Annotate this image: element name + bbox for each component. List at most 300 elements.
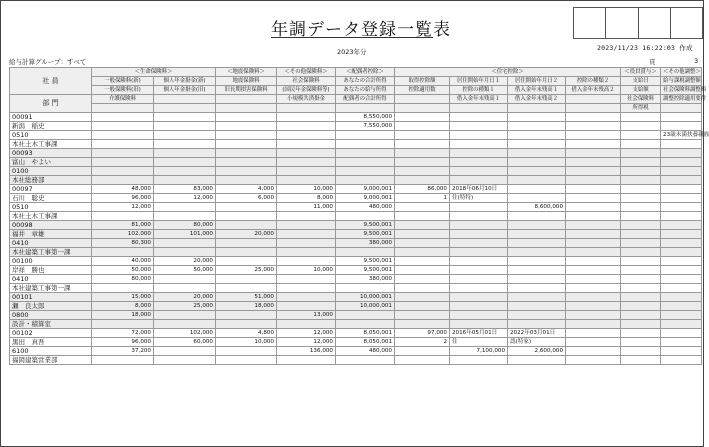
- data-cell: [277, 176, 336, 185]
- department-code: 0410: [10, 239, 92, 248]
- data-cell: [277, 140, 336, 149]
- data-cell: [395, 149, 450, 158]
- employee-name: 岸祥 勝也: [10, 266, 92, 275]
- table-row: [10, 122, 702, 131]
- table-row: [10, 275, 702, 284]
- data-cell: [621, 122, 661, 131]
- department-code: 0800: [10, 311, 92, 320]
- data-cell: [154, 275, 216, 284]
- data-cell: [336, 158, 395, 167]
- data-cell: [450, 284, 508, 293]
- data-cell: 81,000: [92, 221, 154, 230]
- data-cell: [154, 131, 216, 140]
- data-cell: [450, 293, 508, 302]
- table-row: [10, 149, 702, 158]
- data-cell: [661, 257, 702, 266]
- data-cell: [508, 149, 566, 158]
- table-row: [10, 356, 702, 365]
- data-cell: [154, 167, 216, 176]
- data-cell: [216, 158, 277, 167]
- data-cell: [450, 176, 508, 185]
- data-cell: 2022年03月01日: [508, 329, 566, 338]
- data-cell: 9,500,001: [336, 221, 395, 230]
- header-row: [10, 77, 702, 86]
- data-cell: [395, 275, 450, 284]
- data-cell: 9,000,001: [336, 194, 395, 203]
- table-row: [10, 329, 702, 338]
- data-cell: [277, 113, 336, 122]
- data-cell: [216, 221, 277, 230]
- header-cell: 社会保険料: [277, 77, 336, 86]
- data-cell: 8,550,000: [336, 113, 395, 122]
- data-cell: [661, 158, 702, 167]
- employee-header: 社 員: [10, 68, 92, 95]
- data-cell: [508, 311, 566, 320]
- header-cell: (国民年金保険料等): [277, 86, 336, 95]
- data-cell: 80,300: [92, 239, 154, 248]
- data-cell: [661, 212, 702, 221]
- title-underline: [271, 37, 433, 38]
- data-cell: [92, 149, 154, 158]
- table-row: [10, 185, 702, 194]
- data-cell: [508, 221, 566, 230]
- data-cell: 97,000: [395, 329, 450, 338]
- data-cell: [154, 113, 216, 122]
- data-cell: [216, 149, 277, 158]
- department-name: 本社土木工事課: [10, 140, 92, 149]
- data-cell: 86,000: [395, 185, 450, 194]
- employee-name: 新潟 稲史: [10, 122, 92, 131]
- data-cell: [216, 311, 277, 320]
- data-cell: 18,000: [216, 302, 277, 311]
- data-cell: [566, 185, 621, 194]
- data-cell: [566, 311, 621, 320]
- data-cell: 12,000: [92, 203, 154, 212]
- data-cell: [277, 131, 336, 140]
- employee-code: 00097: [10, 185, 92, 194]
- data-cell: 102,000: [92, 230, 154, 239]
- data-cell: [621, 239, 661, 248]
- table-row: [10, 257, 702, 266]
- data-cell: [395, 230, 450, 239]
- data-cell: [566, 194, 621, 203]
- data-cell: [621, 311, 661, 320]
- data-cell: [450, 320, 508, 329]
- data-cell: [508, 293, 566, 302]
- data-cell: [621, 320, 661, 329]
- data-cell: 9,000,001: [336, 185, 395, 194]
- data-cell: [450, 266, 508, 275]
- table-row: [10, 203, 702, 212]
- data-cell: [154, 140, 216, 149]
- data-cell: [566, 347, 621, 356]
- data-cell: [216, 212, 277, 221]
- header-row: [10, 95, 702, 104]
- data-cell: [566, 293, 621, 302]
- data-cell: [216, 320, 277, 329]
- data-cell: [154, 356, 216, 365]
- data-cell: [508, 131, 566, 140]
- data-cell: [621, 329, 661, 338]
- table-row: [10, 212, 702, 221]
- data-cell: [661, 320, 702, 329]
- department-name: 本社建築工事第一課: [10, 284, 92, 293]
- data-cell: [216, 239, 277, 248]
- data-cell: [277, 302, 336, 311]
- header-cell: 小規模共済掛金: [277, 95, 336, 104]
- data-cell: 23歳未満扶養親族: [661, 131, 702, 140]
- data-cell: [621, 194, 661, 203]
- data-cell: [450, 149, 508, 158]
- data-cell: [92, 176, 154, 185]
- data-cell: [450, 122, 508, 131]
- data-cell: [277, 239, 336, 248]
- data-cell: 10,000,001: [336, 302, 395, 311]
- data-cell: [216, 176, 277, 185]
- table-row: [10, 347, 702, 356]
- data-cell: 18,000: [92, 311, 154, 320]
- table-row: [10, 230, 702, 239]
- employee-code: 00091: [10, 113, 92, 122]
- data-cell: [661, 185, 702, 194]
- page-number: 3: [694, 57, 699, 65]
- data-cell: [154, 158, 216, 167]
- page-label: 頁: [649, 58, 656, 66]
- data-cell: [395, 158, 450, 167]
- data-cell: [661, 311, 702, 320]
- table-row: [10, 140, 702, 149]
- data-cell: [395, 347, 450, 356]
- data-cell: [566, 203, 621, 212]
- data-cell: [216, 347, 277, 356]
- data-cell: 20,000: [154, 293, 216, 302]
- data-cell: [566, 239, 621, 248]
- data-cell: 7,550,000: [336, 122, 395, 131]
- data-cell: [216, 356, 277, 365]
- data-cell: [621, 356, 661, 365]
- data-cell: [566, 338, 621, 347]
- data-cell: [508, 275, 566, 284]
- header-cell: 一般保険料(新): [92, 77, 154, 86]
- data-cell: 8,600,000: [508, 203, 566, 212]
- data-cell: [508, 239, 566, 248]
- header-cell: 所得税: [621, 104, 661, 113]
- data-cell: [92, 167, 154, 176]
- header-cell: 支給額: [621, 86, 661, 95]
- data-cell: 40,000: [92, 257, 154, 266]
- stamp-box: [574, 8, 606, 38]
- header-cell: 控除の種類２: [566, 77, 621, 86]
- data-cell: 2,600,000: [508, 347, 566, 356]
- data-cell: 8,000: [277, 194, 336, 203]
- data-cell: [566, 212, 621, 221]
- data-cell: [661, 239, 702, 248]
- data-cell: [216, 167, 277, 176]
- stamp-box: [639, 8, 671, 38]
- data-cell: [450, 158, 508, 167]
- data-cell: [661, 248, 702, 257]
- data-cell: [450, 113, 508, 122]
- data-cell: [566, 329, 621, 338]
- data-cell: 6,000: [216, 194, 277, 203]
- data-cell: [621, 158, 661, 167]
- data-cell: [395, 203, 450, 212]
- data-cell: [566, 149, 621, 158]
- data-cell: 380,000: [336, 239, 395, 248]
- data-cell: 480,000: [336, 203, 395, 212]
- data-cell: [395, 167, 450, 176]
- data-cell: 20,000: [154, 257, 216, 266]
- report-title: 年調データ登録一覧表: [271, 20, 451, 40]
- data-cell: [661, 230, 702, 239]
- table-row: [10, 239, 702, 248]
- data-cell: [508, 185, 566, 194]
- data-cell: [154, 203, 216, 212]
- data-cell: 8,050,001: [336, 329, 395, 338]
- data-cell: [216, 122, 277, 131]
- data-cell: [277, 221, 336, 230]
- data-cell: [661, 329, 702, 338]
- data-cell: [395, 311, 450, 320]
- department-code: 0510: [10, 203, 92, 212]
- data-cell: [277, 248, 336, 257]
- data-cell: 25,000: [216, 266, 277, 275]
- approval-stamp-boxes: [573, 7, 703, 39]
- header-cell: [216, 104, 277, 113]
- data-cell: [395, 320, 450, 329]
- table-row: [10, 284, 702, 293]
- data-cell: 80,000: [92, 275, 154, 284]
- data-cell: [154, 347, 216, 356]
- data-cell: 2: [395, 338, 450, 347]
- data-cell: [508, 176, 566, 185]
- header-cell: 支給日: [621, 77, 661, 86]
- header-cell: [154, 104, 216, 113]
- employee-name: 福井 章雄: [10, 230, 92, 239]
- header-cell: 旧長期損害保険料: [216, 86, 277, 95]
- data-cell: [216, 257, 277, 266]
- data-cell: [508, 122, 566, 131]
- header-cell: [395, 104, 450, 113]
- header-group-cell: ＜住宅控除＞: [395, 68, 621, 77]
- header-group-cell: ＜配偶者控除＞: [336, 68, 395, 77]
- data-cell: 4,800: [216, 329, 277, 338]
- data-cell: [154, 320, 216, 329]
- data-cell: [450, 221, 508, 230]
- data-cell: [661, 275, 702, 284]
- header-cell: 調整控除適用要件: [661, 95, 702, 104]
- header-cell: [336, 104, 395, 113]
- department-name: 本社建築工事第一課: [10, 248, 92, 257]
- data-cell: [450, 302, 508, 311]
- data-cell: [277, 275, 336, 284]
- department-header: 部 門: [10, 95, 92, 113]
- employee-name: 富山 やよい: [10, 158, 92, 167]
- data-cell: [216, 203, 277, 212]
- data-cell: 10,000,001: [336, 293, 395, 302]
- data-cell: [336, 248, 395, 257]
- data-cell: 136,000: [277, 347, 336, 356]
- data-cell: [508, 158, 566, 167]
- data-cell: [154, 239, 216, 248]
- data-cell: 認(特家): [508, 338, 566, 347]
- table-row: [10, 167, 702, 176]
- data-cell: 住(特特): [450, 194, 508, 203]
- table-row: [10, 293, 702, 302]
- data-cell: [450, 356, 508, 365]
- data-cell: [216, 284, 277, 293]
- data-cell: [277, 230, 336, 239]
- header-cell: 個人年金掛金(新): [154, 77, 216, 86]
- data-cell: [661, 149, 702, 158]
- data-cell: [621, 266, 661, 275]
- employee-name: 石川 聡史: [10, 194, 92, 203]
- data-cell: 8,000: [92, 302, 154, 311]
- data-cell: [566, 131, 621, 140]
- data-cell: [621, 230, 661, 239]
- header-cell: 借入金年末残高１: [508, 86, 566, 95]
- data-cell: [661, 284, 702, 293]
- data-cell: [277, 122, 336, 131]
- table-row: [10, 113, 702, 122]
- data-cell: [566, 266, 621, 275]
- data-cell: [92, 356, 154, 365]
- header-cell: [395, 95, 450, 104]
- data-cell: 12,000: [154, 194, 216, 203]
- data-cell: [336, 284, 395, 293]
- department-name: 本社土木工事課: [10, 212, 92, 221]
- data-cell: [395, 248, 450, 257]
- data-cell: [566, 320, 621, 329]
- data-cell: [216, 140, 277, 149]
- header-cell: 居住開始年月日１: [450, 77, 508, 86]
- data-cell: 380,000: [336, 275, 395, 284]
- header-cell: 社会保険料調整額: [661, 86, 702, 95]
- data-cell: [395, 176, 450, 185]
- header-cell: 控除適用数: [395, 86, 450, 95]
- data-cell: [395, 140, 450, 149]
- data-cell: 10,000: [277, 185, 336, 194]
- data-cell: [661, 122, 702, 131]
- header-row: [10, 86, 702, 95]
- department-code: 0100: [10, 167, 92, 176]
- data-cell: [566, 257, 621, 266]
- data-cell: [621, 257, 661, 266]
- data-cell: [450, 140, 508, 149]
- data-cell: [154, 284, 216, 293]
- data-cell: [661, 113, 702, 122]
- data-cell: [566, 248, 621, 257]
- data-cell: [566, 122, 621, 131]
- data-cell: [216, 131, 277, 140]
- data-cell: [621, 275, 661, 284]
- header-cell: 借入金年末残高２: [508, 95, 566, 104]
- data-cell: [92, 131, 154, 140]
- data-cell: [621, 185, 661, 194]
- data-cell: [621, 140, 661, 149]
- data-cell: 1: [395, 194, 450, 203]
- data-cell: [92, 113, 154, 122]
- data-cell: 480,000: [336, 347, 395, 356]
- data-cell: [566, 302, 621, 311]
- data-cell: [277, 257, 336, 266]
- data-cell: [277, 212, 336, 221]
- data-cell: 2018年06月10日: [450, 185, 508, 194]
- data-cell: [216, 248, 277, 257]
- data-cell: [336, 131, 395, 140]
- table-header: [10, 68, 707, 113]
- header-cell: [92, 104, 154, 113]
- data-cell: [508, 356, 566, 365]
- data-cell: [395, 239, 450, 248]
- data-cell: [336, 167, 395, 176]
- data-cell: [395, 284, 450, 293]
- table-row: [10, 320, 702, 329]
- data-cell: [154, 149, 216, 158]
- data-cell: [621, 203, 661, 212]
- data-cell: [92, 212, 154, 221]
- data-cell: [450, 275, 508, 284]
- data-cell: 48,000: [92, 185, 154, 194]
- data-cell: [566, 140, 621, 149]
- header-group-cell: ＜地震保険料＞: [216, 68, 277, 77]
- created-datetime: 2023/11/23 16:22:03 作成: [597, 44, 693, 52]
- header-cell: 給与課税調整額: [661, 77, 702, 86]
- data-cell: [621, 167, 661, 176]
- data-cell: 96,000: [92, 338, 154, 347]
- department-code: 0510: [10, 131, 92, 140]
- header-group-cell: ＜その他調整＞: [661, 68, 702, 77]
- data-cell: [154, 311, 216, 320]
- table-row: [10, 311, 702, 320]
- data-cell: 20,000: [216, 230, 277, 239]
- employee-name: 瀬 良太郎: [10, 302, 92, 311]
- table-row: [10, 158, 702, 167]
- data-cell: 9,500,001: [336, 230, 395, 239]
- data-cell: [508, 194, 566, 203]
- year-end-data-table: [9, 67, 709, 365]
- department-name: 福岡建築営業部: [10, 356, 92, 365]
- data-cell: [92, 122, 154, 131]
- department-code: 0410: [10, 275, 92, 284]
- data-cell: [661, 221, 702, 230]
- data-cell: [216, 113, 277, 122]
- data-cell: [154, 176, 216, 185]
- data-cell: [216, 275, 277, 284]
- data-cell: [661, 356, 702, 365]
- data-cell: [508, 212, 566, 221]
- data-cell: [508, 113, 566, 122]
- data-cell: [566, 113, 621, 122]
- data-cell: 13,000: [277, 311, 336, 320]
- table-row: [10, 131, 702, 140]
- data-cell: [661, 203, 702, 212]
- data-cell: [92, 158, 154, 167]
- data-cell: [661, 302, 702, 311]
- data-cell: 50,000: [154, 266, 216, 275]
- data-cell: [336, 320, 395, 329]
- data-cell: [508, 257, 566, 266]
- data-cell: [277, 158, 336, 167]
- data-cell: [336, 140, 395, 149]
- data-cell: [154, 122, 216, 131]
- data-cell: 7,100,000: [450, 347, 508, 356]
- data-cell: [395, 131, 450, 140]
- data-cell: [566, 275, 621, 284]
- data-cell: [621, 347, 661, 356]
- header-group-cell: ＜役員賞与＞: [621, 68, 661, 77]
- employee-code: 00093: [10, 149, 92, 158]
